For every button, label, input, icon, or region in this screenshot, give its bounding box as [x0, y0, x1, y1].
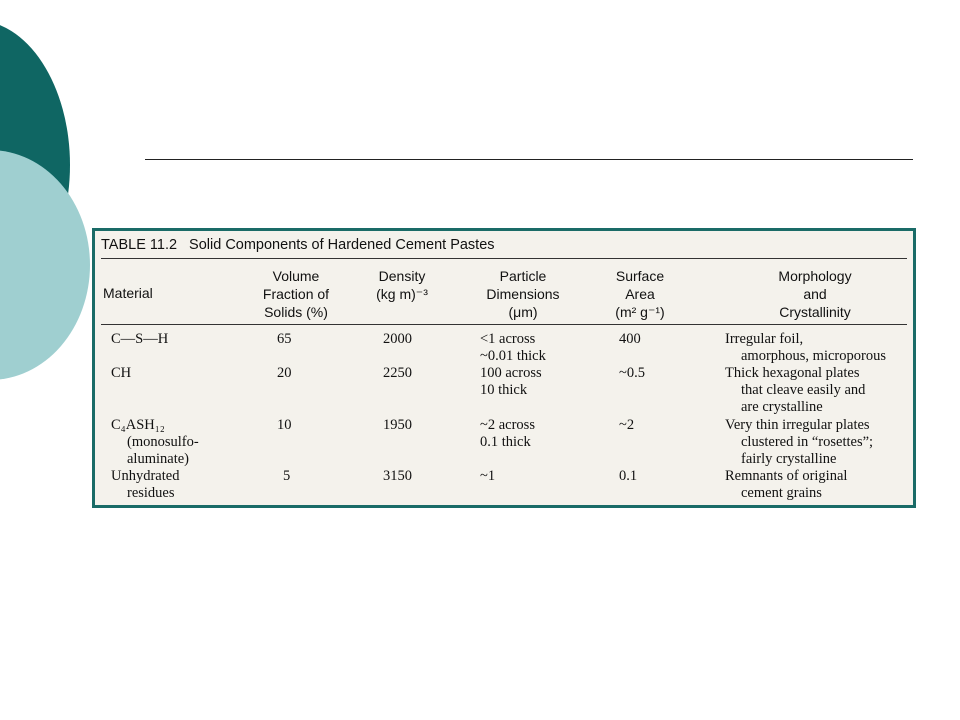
table-title: Solid Components of Hardened Cement Pastes	[189, 237, 495, 253]
header-particle-line: Dimensions	[486, 286, 560, 302]
title-rule	[145, 159, 913, 160]
cell-line: amorphous, microporous	[741, 348, 886, 364]
header-density-line: Density	[378, 268, 426, 284]
table-cell-density: 1950	[383, 417, 412, 433]
header-volume-line: Fraction of	[262, 286, 330, 302]
cell-line: are crystalline	[741, 399, 823, 415]
table-cell-material	[111, 468, 179, 502]
header-surface-line: Surface	[615, 268, 665, 284]
table-image	[92, 228, 916, 508]
cell-line: Unhydrated	[111, 468, 180, 484]
cell-line: C—S—H	[111, 331, 169, 347]
cell-line: cement grains	[741, 485, 822, 501]
cell-line: <1 across	[480, 331, 536, 347]
cell-line: 10 thick	[480, 382, 528, 398]
table-cell-surface: ~2	[619, 417, 635, 433]
cell-line: (monosulfo-	[127, 434, 199, 450]
table-cell-surface: ~0.5	[619, 365, 645, 381]
table-cell-density: 3150	[383, 468, 412, 484]
table-cell-material	[111, 417, 199, 468]
cell-line: 100 across	[480, 365, 542, 381]
header-particle-line: Particle	[499, 268, 547, 284]
header-morphology	[735, 267, 895, 321]
table-cell-volume: 20	[277, 365, 292, 381]
header-volume	[241, 267, 351, 321]
table-cell-volume: 65	[277, 331, 292, 347]
cell-line: Very thin irregular plates	[725, 417, 870, 433]
header-surface-line: Area	[625, 286, 655, 302]
header-surface-line: (m² g⁻¹)	[615, 304, 665, 320]
decorative-circle-light	[0, 150, 90, 380]
cell-line: Remnants of original	[725, 468, 848, 484]
table-cell-particle	[480, 468, 495, 485]
header-material	[103, 284, 187, 302]
table-cell-volume: 10	[277, 417, 292, 433]
cell-line: that cleave easily and	[741, 382, 866, 398]
header-morphology-line: Crystallinity	[779, 304, 851, 320]
table-number: TABLE 11.2	[101, 237, 178, 253]
header-density	[357, 267, 447, 303]
table-cell-morphology	[725, 365, 865, 416]
cell-line: Irregular foil,	[725, 331, 804, 347]
header-particle-line: (μm)	[508, 304, 538, 320]
cell-line: residues	[127, 485, 175, 501]
table-cell-volume: 5	[283, 468, 291, 484]
header-morphology-line: and	[803, 286, 827, 302]
cell-line: C₄ASH₁₂	[111, 417, 165, 433]
table-cell-surface: 0.1	[619, 468, 638, 484]
table-cell-density: 2000	[383, 331, 412, 347]
header-particle	[463, 267, 583, 321]
table-cell-density: 2250	[383, 365, 412, 381]
header-morphology-line: Morphology	[778, 268, 852, 284]
header-bottom-rule	[101, 324, 907, 325]
table-cell-morphology	[725, 468, 847, 502]
table-cell-surface: 400	[619, 331, 641, 347]
table-cell-morphology	[725, 417, 873, 468]
table-cell-particle	[480, 365, 542, 399]
header-top-rule	[101, 258, 907, 259]
table-caption	[101, 237, 495, 253]
header-volume-line: Volume	[272, 268, 320, 284]
table-cell-particle	[480, 331, 546, 365]
cell-line: ~2 across	[480, 417, 535, 433]
table-cell-material	[111, 365, 131, 382]
cell-line: fairly crystalline	[741, 451, 837, 467]
cell-line: aluminate)	[127, 451, 190, 467]
header-material-line: Material	[103, 285, 153, 301]
table-cell-particle	[480, 417, 535, 451]
cell-line: CH	[111, 365, 132, 381]
cell-line: ~1	[480, 468, 496, 484]
cell-line: ~0.01 thick	[480, 348, 546, 364]
table-cell-material	[111, 331, 168, 348]
cell-line: Thick hexagonal plates	[725, 365, 860, 381]
cell-line: 0.1 thick	[480, 434, 531, 450]
cell-line: clustered in “rosettes”;	[741, 434, 874, 450]
table-cell-morphology	[725, 331, 886, 365]
header-volume-line: Solids (%)	[264, 304, 328, 320]
header-density-line: (kg m)⁻³	[376, 286, 428, 302]
header-surface	[595, 267, 685, 321]
